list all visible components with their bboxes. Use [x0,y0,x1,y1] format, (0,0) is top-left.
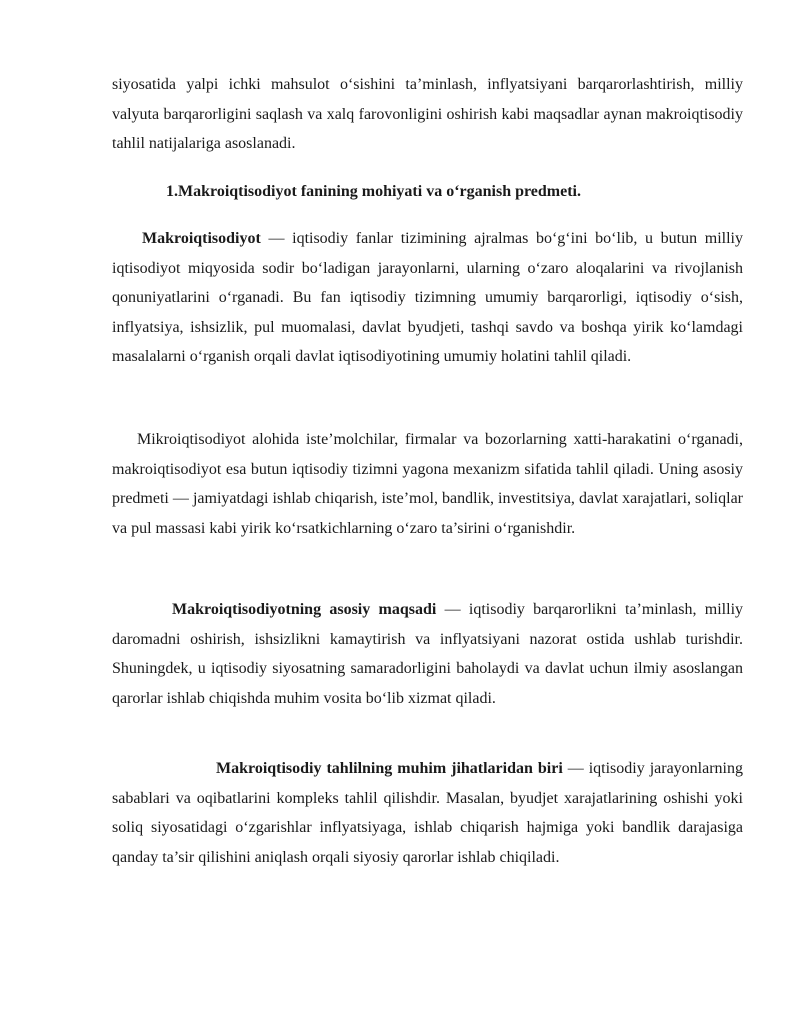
paragraph-muhim-jihat [112,754,743,872]
paragraph-makroiqtisodiyot [112,224,743,372]
term-muhim-jihat: Makroiqtisodiy tahlilning muhim jihatlaridan biri [216,760,563,777]
paragraph-mikroiqtisodiyot: Mikroiqtisodiyot alohida iste’molchilar, firmalar va bozorlarning xatti-harakatini o‘rganadi, makroiqtisodiyot esa butun iqtisodiy tizimni yagona mexanizm sifatida tahlil qiladi. Uning asosiy predmeti — jamiyatdagi ishlab chiqarish, iste’mol, bandlik, investitsiya, davlat xarajatlari, soliqlar va pul massasi kabi yirik ko‘rsatkichlarning o‘zaro ta’sirini o‘rganishdir. [112,431,743,537]
paragraph-body: — iqtisodiy barqarorlikni ta’minlash, milliy daromadni oshirish, ishsizlikni kamaytirish va inflyatsiyani nazorat ostida ushlab turishdir. Shuningdek, u iqtisodiy siyosatning samaradorligini baholaydi va davlat uchun ilmiy asoslangan qarorlar ishlab chiqishda muhim vosita bo‘lib xizmat qiladi. [112,601,744,707]
paragraph-body: — iqtisodiy jarayonlarning sabablari va oqibatlarini kompleks tahlil qilishdir. Masalan, byudjet xarajatlarining oshishi yoki soliq siyosatidagi o‘zgarishlar inflyatsiyaga, ishlab chiqarish hajmiga yoki bandlik darajasiga qanday ta’sir qilishini aniqlash orqali siyosiy qarorlar ishlab chiqiladi. [112,760,743,866]
section-heading: 1.Makroiqtisodiyot fanining mohiyati va o‘rganish predmeti. [166,183,581,200]
term-makroiqtisodiyot: Makroiqtisodiyot [142,230,261,247]
term-asosiy-maqsad: Makroiqtisodiyotning asosiy maqsadi [172,601,437,618]
intro-paragraph: siyosatida yalpi ichki mahsulot o‘sishini ta’minlash, inflyatsiyani barqarorlashtirish, milliy valyuta barqarorligini saqlash va xalq farovonligini oshirish kabi maqsadlar aynan makroiqtisodiy tahlil natijalariga asoslanadi. [112,76,743,153]
paragraph-asosiy-maqsad [112,595,743,713]
paragraph-body: — iqtisodiy fanlar tizimining ajralmas bo‘g‘ini bo‘lib, u butun milliy iqtisodiyot miqyosida sodir bo‘ladigan jarayonlarni, ularning o‘zaro aloqalarini va rivojlanish qonuniyatlarini o‘rganadi. Bu fan iqtisodiy tizimning umumiy barqarorligi, iqtisodiy o‘sish, inflyatsiya, ishsizlik, pul muomalasi, davlat byudjeti, tashqi savdo va boshqa yirik ko‘lamdagi masalalarni o‘rganish orqali davlat iqtisodiyotining umumiy holatini tahlil qiladi. [112,230,743,366]
